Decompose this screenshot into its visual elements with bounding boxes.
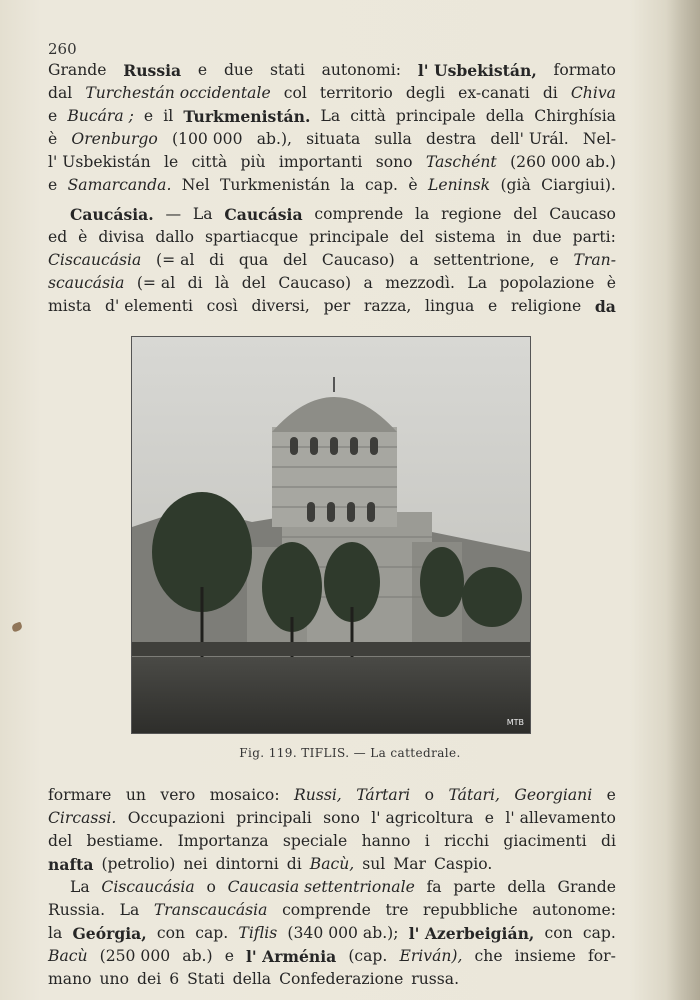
word: Occupazioni (127, 809, 225, 827)
word: di (209, 251, 225, 269)
word: dei (137, 970, 162, 988)
word: Ciscaucásia (48, 251, 142, 269)
word: bestiame. (86, 832, 164, 850)
word: importanti (278, 153, 363, 171)
word: là (215, 274, 230, 292)
word: più (240, 153, 266, 171)
text-line (48, 807, 616, 830)
text-line (48, 82, 616, 105)
word: l' Arménia (246, 947, 337, 966)
page-number: 260 (48, 40, 77, 58)
word: della (485, 107, 525, 125)
word: insieme (514, 947, 576, 965)
text-line (48, 922, 616, 945)
word: è (408, 176, 418, 194)
word: sulla (374, 130, 412, 148)
word: Circassi. (48, 809, 117, 827)
word: Leninsk (427, 176, 491, 194)
word: Geórgia, (72, 924, 147, 943)
word: giacimenti (503, 832, 587, 850)
word: l' allevamento (505, 809, 616, 827)
word: Nel (181, 176, 210, 194)
word: Bacù (48, 947, 88, 965)
text-line (48, 853, 616, 876)
word: (250 000 (99, 947, 171, 965)
word: mosaico: (209, 786, 280, 804)
word: settentrione, (433, 251, 535, 269)
word: La (192, 205, 213, 223)
word: del (513, 205, 538, 223)
word: fa (426, 878, 442, 896)
word: (cap. (348, 947, 388, 965)
text-line (48, 105, 616, 128)
word: Ciscaucásia (101, 878, 195, 896)
word: Grande (48, 61, 107, 79)
word: cap. (195, 924, 229, 942)
word: mista (48, 297, 92, 315)
page-edge-shadow (666, 0, 700, 1000)
paragraph-2 (48, 203, 616, 318)
word: Caspio. (434, 855, 493, 873)
word: Transcaucásia (153, 901, 268, 919)
word: nafta (48, 855, 94, 874)
word: repubbliche (423, 901, 518, 919)
word: cap. (365, 176, 399, 194)
word: e (488, 297, 498, 315)
word: speciale (282, 832, 348, 850)
word: uno (99, 970, 129, 988)
word: Tiflis (238, 924, 278, 942)
word: parte (453, 878, 496, 896)
word: Caucasia settentrionale (227, 878, 415, 896)
word: Taschént (425, 153, 497, 171)
word: di (542, 84, 558, 102)
figure-caption: Fig. 119. TIFLIS. — La cattedrale. (239, 746, 461, 760)
word: hanno (361, 832, 411, 850)
word: città (350, 107, 386, 125)
word: scaucásia (48, 274, 125, 292)
word: La (70, 878, 90, 896)
word: lingua (425, 297, 475, 315)
word: Samarcanda. (67, 176, 172, 194)
word: (340 000 ab.); (287, 924, 399, 942)
word: destra (426, 130, 477, 148)
word: Turchestán occidentale (85, 84, 271, 102)
word: Caucásia (224, 205, 303, 224)
word: Importanza (177, 832, 269, 850)
text-line (48, 128, 616, 151)
word: Turkmenistán. (183, 107, 311, 126)
word: territorio (319, 84, 393, 102)
word: tre (385, 901, 409, 919)
word: due (223, 61, 254, 79)
word: del (241, 274, 266, 292)
text-line (48, 830, 616, 853)
word: Russia. (48, 901, 106, 919)
word: Caucaso (549, 205, 616, 223)
word: di (601, 832, 616, 850)
word: La (467, 274, 488, 292)
word: per (323, 297, 351, 315)
cathedral-photograph (131, 336, 531, 734)
text-line (48, 945, 616, 968)
word: l' Azerbeigián, (408, 924, 535, 943)
word: formare (48, 786, 112, 804)
word: for- (587, 947, 616, 965)
word: Bacù, (309, 855, 355, 873)
word: e (549, 251, 559, 269)
word: Tran- (573, 251, 616, 269)
photo-monogram: MTB (506, 718, 524, 727)
word: stati (269, 61, 305, 79)
word: è (48, 130, 58, 148)
text-line (48, 968, 616, 991)
text-line (48, 151, 616, 174)
word: i (424, 832, 430, 850)
word: sono (375, 153, 413, 171)
paragraph-1 (48, 59, 616, 197)
text-line (48, 249, 616, 272)
word: diversi, (251, 297, 310, 315)
word: ed (48, 228, 68, 246)
text-line (48, 876, 616, 899)
word: (petrolio) (101, 855, 176, 873)
word: cap. (582, 924, 616, 942)
word: principali (236, 809, 312, 827)
word: l' Usbekistán, (417, 61, 537, 80)
word: — (165, 205, 182, 223)
text-line (48, 203, 616, 226)
word: con (156, 924, 186, 942)
word: russa. (411, 970, 460, 988)
word: Nel- (582, 130, 616, 148)
word: Stati (187, 970, 225, 988)
text-line (48, 272, 616, 295)
word: l' agricoltura (371, 809, 474, 827)
word: di (286, 855, 302, 873)
word: e (197, 61, 208, 79)
word: 6 (169, 970, 180, 988)
word: Mar (393, 855, 426, 873)
word: così (206, 297, 238, 315)
word: col (283, 84, 307, 102)
cathedral-illustration (132, 337, 530, 733)
word: ab.), (256, 130, 292, 148)
word: Confederazione (279, 970, 404, 988)
word: mano (48, 970, 92, 988)
word: con (544, 924, 573, 942)
word: Chirghísia (534, 107, 616, 125)
word: a (409, 251, 419, 269)
text-line (48, 174, 616, 197)
word: o (206, 878, 216, 896)
word: d' elementi (105, 297, 193, 315)
text-line (48, 226, 616, 249)
word: del (399, 228, 424, 246)
word: formato (553, 61, 616, 79)
word: è (606, 274, 616, 292)
word: della (232, 970, 272, 988)
word: e (48, 176, 58, 194)
word: sistema (434, 228, 496, 246)
word: l' Usbekistán (48, 153, 151, 171)
word: razza, (363, 297, 412, 315)
word: Turkmenistán (220, 176, 331, 194)
word: del (48, 832, 73, 850)
word: e (224, 947, 234, 965)
word: principale (309, 228, 389, 246)
word: che (474, 947, 503, 965)
word: la (48, 924, 63, 942)
word: due (532, 228, 562, 246)
word: divisa (98, 228, 145, 246)
word: Tártari (356, 786, 411, 804)
word: autonome: (532, 901, 616, 919)
word: autonomi: (321, 61, 402, 79)
word: dal (48, 84, 73, 102)
word: sul (362, 855, 386, 873)
word: Russi, (294, 786, 342, 804)
word: Caucaso) (278, 274, 352, 292)
word: vero (160, 786, 196, 804)
word: ex-canati (458, 84, 530, 102)
word: (260 000 ab.) (510, 153, 616, 171)
word: situata (306, 130, 361, 148)
word: dintorni (215, 855, 279, 873)
word: (100 000 (171, 130, 243, 148)
word: a (363, 274, 373, 292)
word: qua (238, 251, 269, 269)
word: comprende (282, 901, 371, 919)
text-line (48, 899, 616, 922)
word: ab.) (182, 947, 213, 965)
word: della (507, 878, 546, 896)
word: Eriván), (399, 947, 463, 965)
word: e (484, 809, 494, 827)
word: da (594, 297, 616, 316)
word: nei (183, 855, 208, 873)
word: degli (405, 84, 446, 102)
word: La (320, 107, 341, 125)
word: Russia (123, 61, 182, 80)
word: o (424, 786, 435, 804)
word: mezzodì. (385, 274, 455, 292)
word: in (506, 228, 522, 246)
word: La (119, 901, 140, 919)
word: Orenburgo (71, 130, 158, 148)
word: popolazione (499, 274, 595, 292)
word: le (164, 153, 179, 171)
word: il (163, 107, 174, 125)
word: Georgiani (514, 786, 593, 804)
word: Caucaso) (321, 251, 395, 269)
word: del (282, 251, 308, 269)
word: dallo (155, 228, 194, 246)
ink-smudge (11, 622, 23, 633)
word: (già (500, 176, 531, 194)
word: di (187, 274, 203, 292)
word: Grande (557, 878, 616, 896)
word: Tátari, (448, 786, 500, 804)
word: Ciargiui). (541, 176, 616, 194)
word: Caucásia. (70, 205, 154, 224)
paragraph-4 (48, 876, 616, 991)
word: e (48, 107, 58, 125)
word: spartiacque (204, 228, 299, 246)
word: ricchi (444, 832, 490, 850)
word: comprende (314, 205, 404, 223)
word: è (78, 228, 88, 246)
word: la (340, 176, 355, 194)
word: sono (323, 809, 360, 827)
word: principale (395, 107, 476, 125)
text-line (48, 59, 616, 82)
word: Chiva (570, 84, 616, 102)
word: e (143, 107, 154, 125)
word: un (125, 786, 146, 804)
word: Bucára ; (67, 107, 134, 125)
word: dell' Urál. (490, 130, 569, 148)
word: religione (510, 297, 582, 315)
word: parti: (572, 228, 616, 246)
word: la (415, 205, 430, 223)
text-line (48, 784, 616, 807)
word: (= al (156, 251, 195, 269)
word: città (191, 153, 228, 171)
word: (= al (136, 274, 176, 292)
paragraph-3 (48, 784, 616, 876)
word: e (606, 786, 616, 804)
word: regione (441, 205, 502, 223)
text-line (48, 295, 616, 318)
